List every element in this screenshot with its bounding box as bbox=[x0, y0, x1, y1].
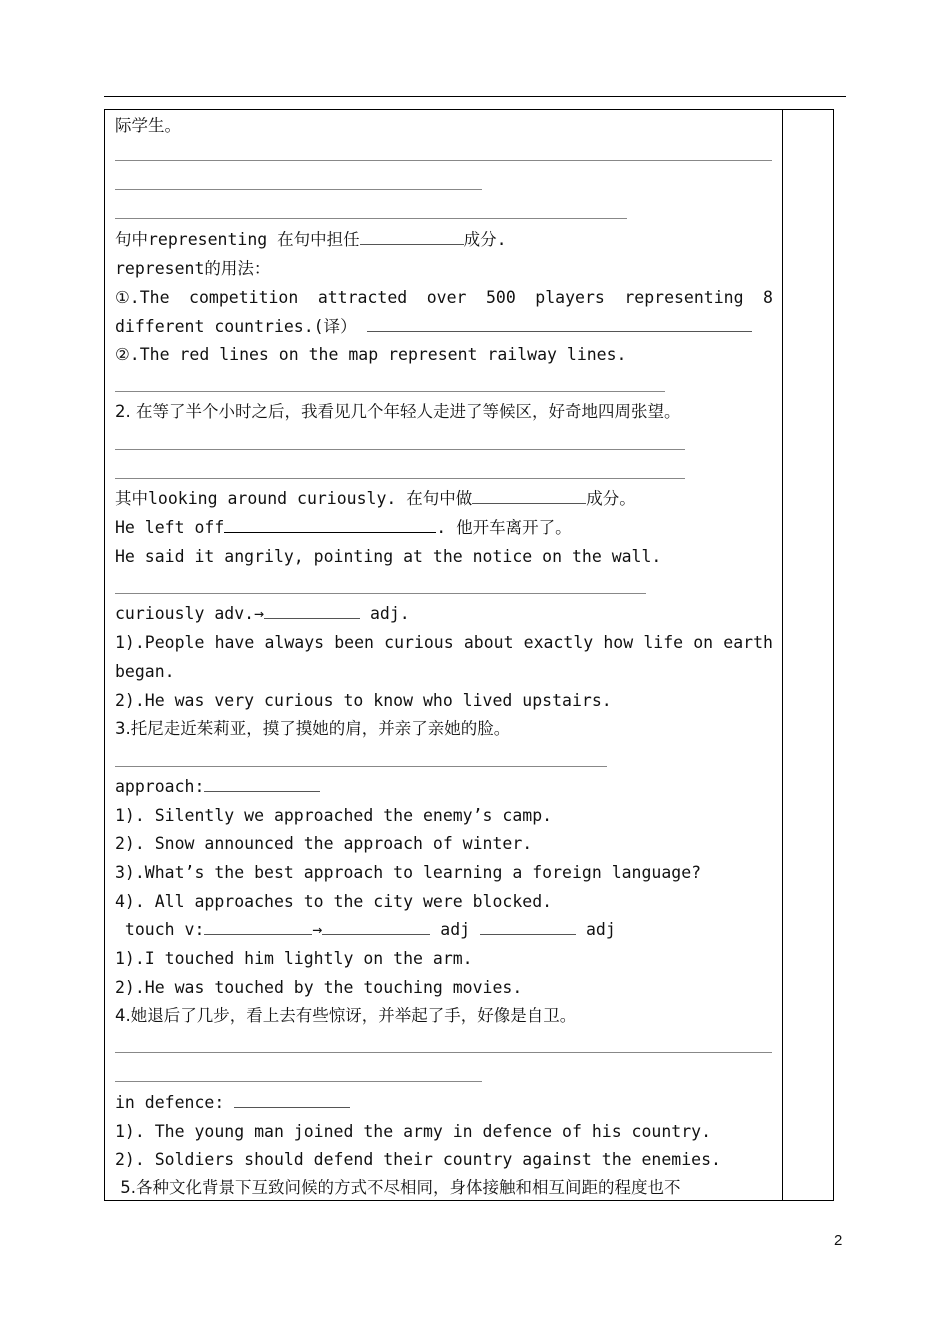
example-sentence: ②.The red lines on the map represent railway lines. bbox=[115, 345, 627, 364]
fill-blank[interactable] bbox=[234, 1093, 350, 1108]
answer-blank[interactable] bbox=[115, 593, 646, 594]
example-sentence: 1). Silently we approached the enemy’s camp. bbox=[115, 806, 553, 825]
fill-blank[interactable] bbox=[204, 777, 320, 792]
text-line: represent的用法： bbox=[115, 259, 271, 278]
text-line: 句中representing 在句中担任 成分. bbox=[115, 230, 507, 249]
fill-blank[interactable] bbox=[264, 604, 360, 619]
example-sentence: 1). The young man joined the army in defence of his country. bbox=[115, 1122, 712, 1141]
example-sentence: He said it angrily, pointing at the notice on the wall. bbox=[115, 547, 662, 566]
example-sentence: 2).He was touched by the touching movies. bbox=[115, 978, 523, 997]
answer-blank[interactable] bbox=[115, 189, 482, 190]
text-line: touch v: → adj adj bbox=[115, 920, 616, 939]
answer-blank[interactable] bbox=[115, 1081, 482, 1082]
fill-blank[interactable] bbox=[224, 518, 436, 533]
answer-blank[interactable] bbox=[115, 160, 772, 161]
fill-blank[interactable] bbox=[472, 489, 586, 504]
example-sentence: 4). All approaches to the city were blocked. bbox=[115, 892, 553, 911]
example-sentence: 3).What’s the best approach to learning a foreign language? bbox=[115, 863, 702, 882]
text-line: began. bbox=[115, 662, 175, 681]
answer-blank[interactable] bbox=[115, 478, 685, 479]
question: 5.各种文化背景下互致问候的方式不尽相同，身体接触和相互间距的程度也不 bbox=[115, 1178, 681, 1197]
example-sentence: 2). Soldiers should defend their country against the enemies. bbox=[115, 1150, 721, 1169]
example-sentence: 2).He was very curious to know who lived upstairs. bbox=[115, 691, 612, 710]
answer-blank[interactable] bbox=[115, 766, 607, 767]
text-line: He left off . 他开车离开了。 bbox=[115, 518, 572, 537]
fill-blank[interactable] bbox=[322, 920, 430, 935]
fill-blank[interactable] bbox=[480, 920, 576, 935]
answer-blank[interactable] bbox=[115, 1052, 772, 1053]
notes-cell bbox=[782, 109, 834, 1201]
header-rule bbox=[104, 96, 846, 97]
page-number: 2 bbox=[834, 1232, 843, 1249]
example-sentence: 1).People have always been curious about exactly how life on earth bbox=[115, 633, 773, 652]
text-line: curiously adv.→ adj. bbox=[115, 604, 410, 623]
answer-blank[interactable] bbox=[115, 218, 627, 219]
example-sentence: ①.The competition attracted over 500 players representing 8 bbox=[115, 288, 773, 307]
example-sentence: 1).I touched him lightly on the arm. bbox=[115, 949, 473, 968]
text-line: 其中looking around curiously. 在句中做 成分。 bbox=[115, 489, 636, 508]
fill-blank[interactable] bbox=[360, 230, 464, 245]
text-line: different countries.(译） bbox=[115, 316, 752, 338]
answer-blank[interactable] bbox=[115, 449, 685, 450]
question: 4.她退后了几步，看上去有些惊讶，并举起了手，好像是自卫。 bbox=[115, 1006, 577, 1025]
question: 2. 在等了半个小时之后，我看见几个年轻人走进了等候区，好奇地四周张望。 bbox=[115, 402, 681, 421]
fill-blank[interactable] bbox=[367, 317, 752, 332]
text-line: approach: bbox=[115, 776, 320, 798]
text-line: 际学生。 bbox=[115, 116, 181, 135]
example-sentence: 2). Snow announced the approach of winter. bbox=[115, 834, 533, 853]
text-line: in defence: bbox=[115, 1092, 350, 1114]
fill-blank[interactable] bbox=[204, 920, 312, 935]
question: 3.托尼走近茱莉亚，摸了摸她的肩，并亲了亲她的脸。 bbox=[115, 719, 511, 738]
answer-blank[interactable] bbox=[115, 391, 665, 392]
